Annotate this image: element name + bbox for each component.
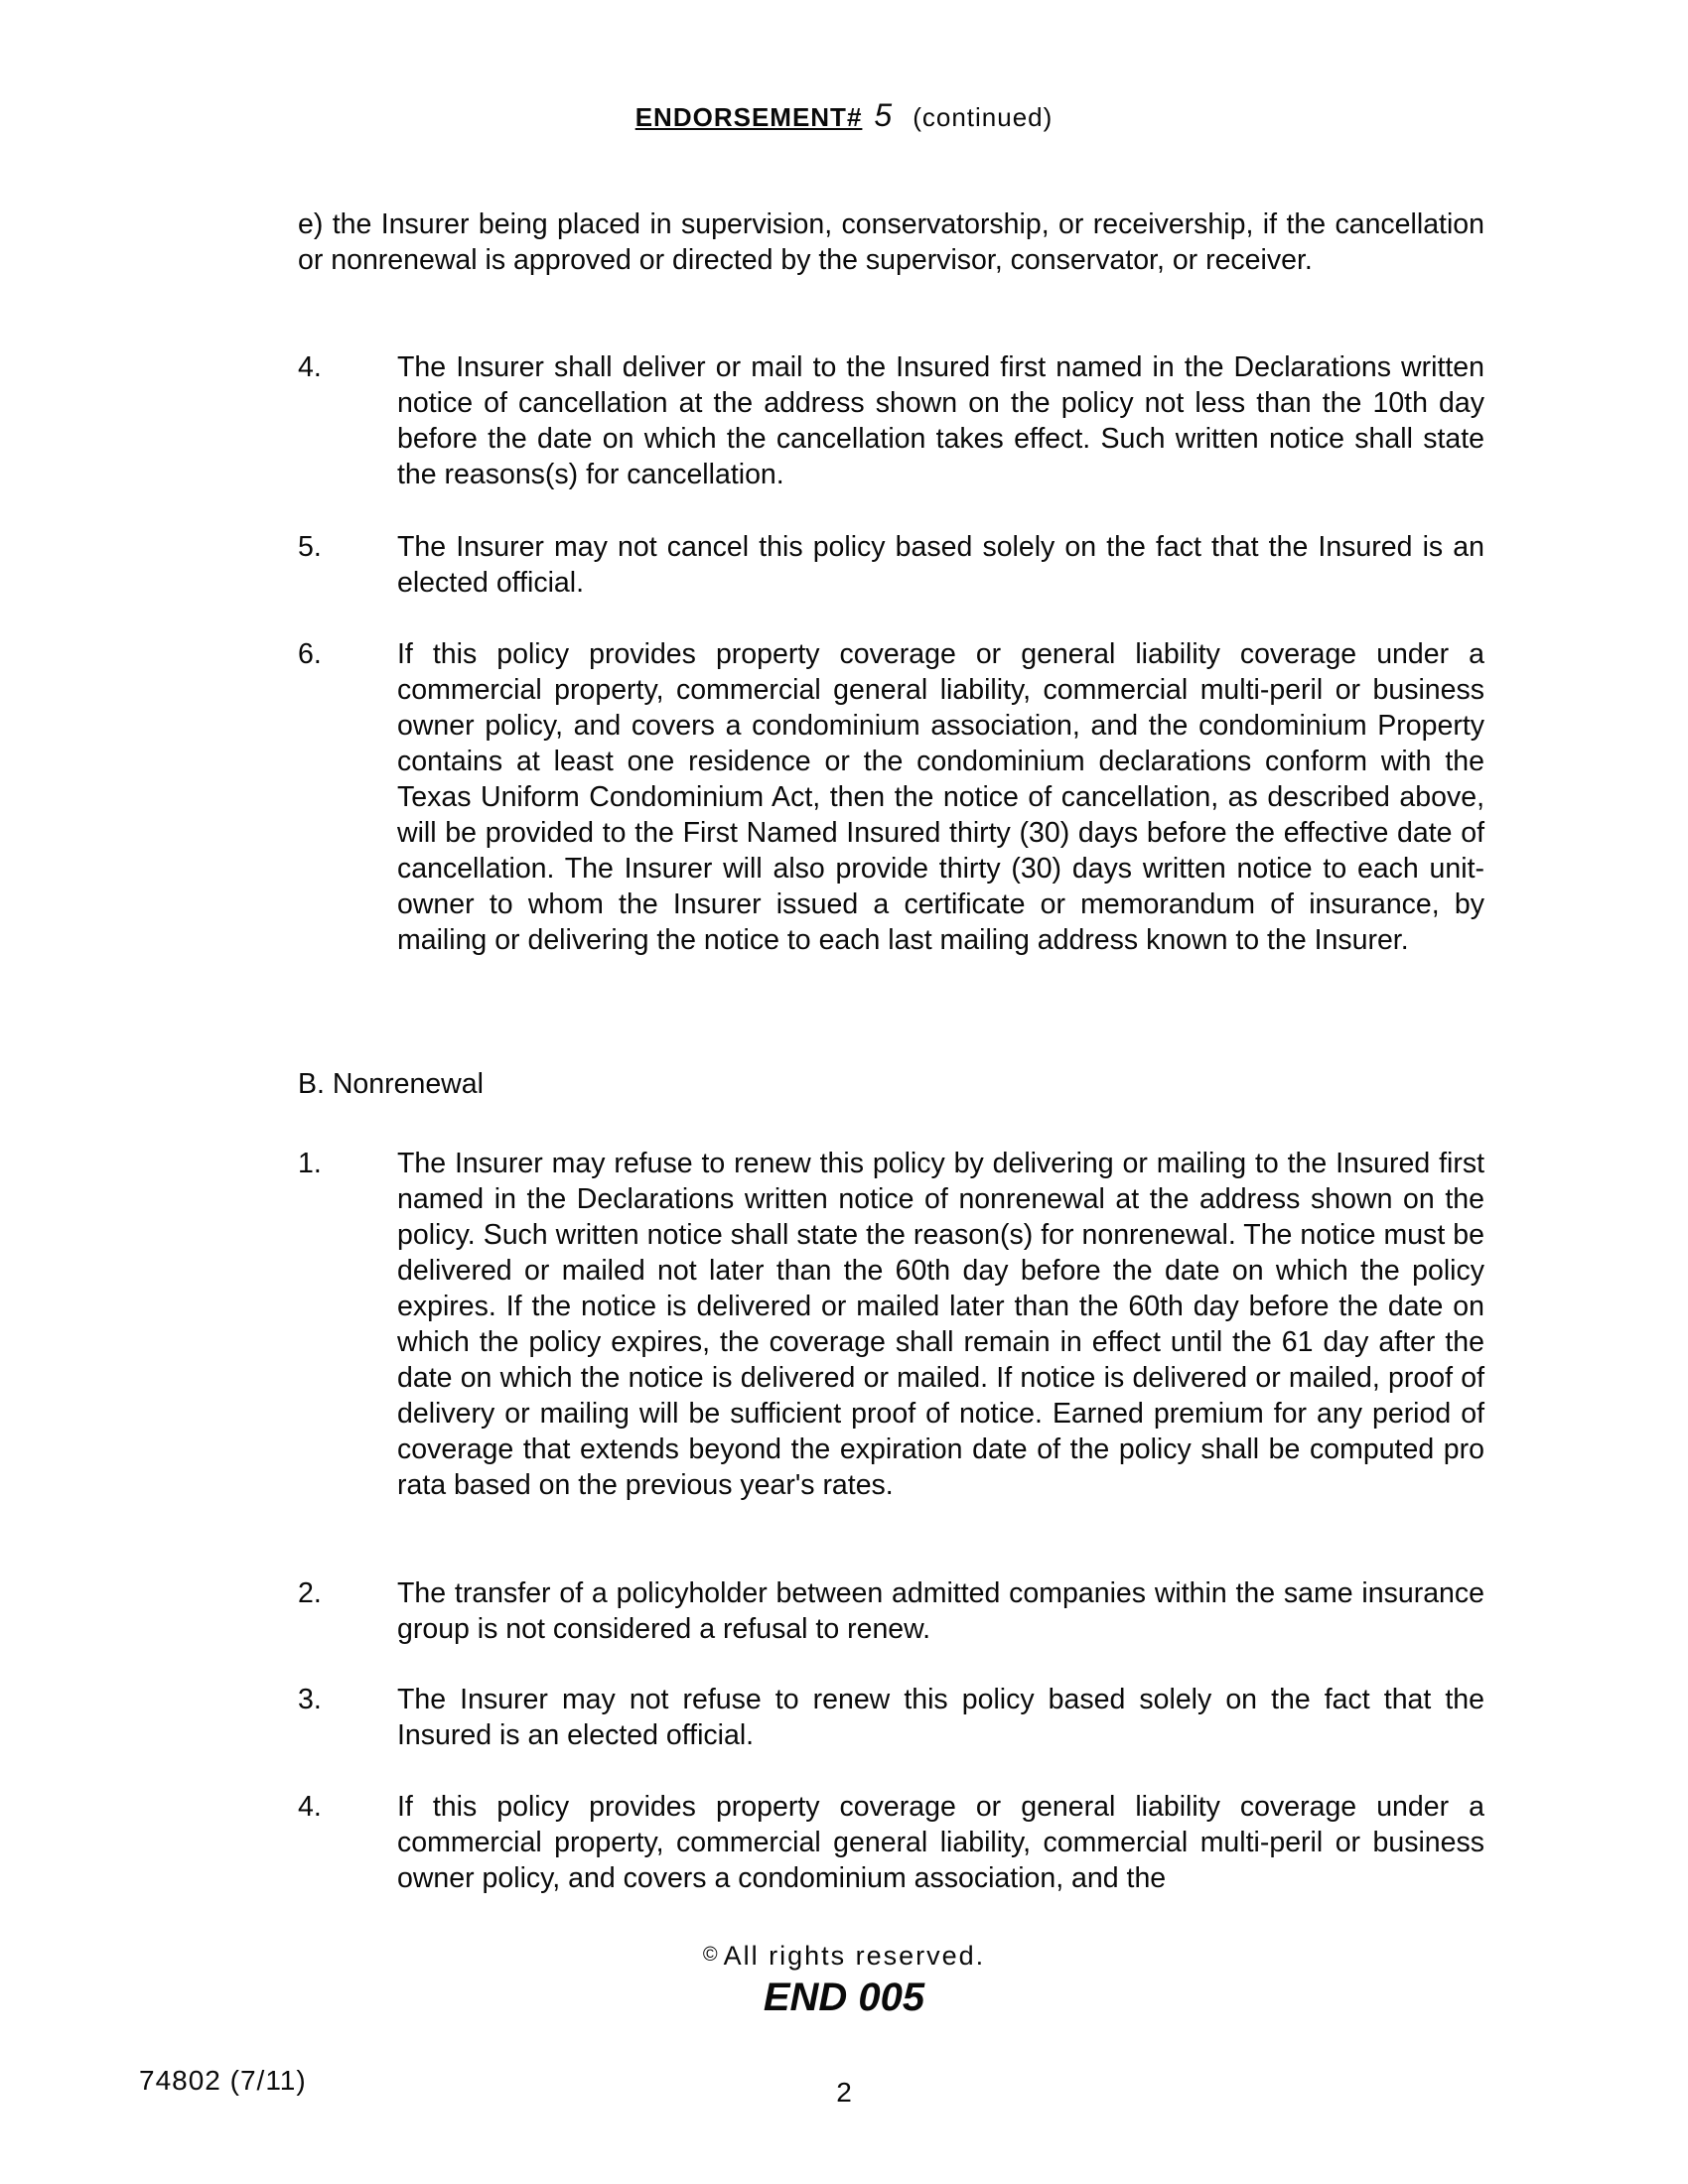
intro-paragraph: e) the Insurer being placed in supervision, conservatorship, or receivership, if the cancellation or nonrenewal is approved or directed by the supervisor, conservator, or receiver. <box>298 208 1484 276</box>
page-number: 2 <box>836 2077 852 2108</box>
section-b-title: B. Nonrenewal <box>298 1068 484 1100</box>
continued-label: (continued) <box>913 102 1054 132</box>
item-number: 3. <box>298 1684 322 1715</box>
item-text: The Insurer may not cancel this policy based solely on the fact that the Insured is an elected official. <box>397 531 1484 599</box>
item-number: 2. <box>298 1577 322 1609</box>
end-code: END 005 <box>763 1976 925 2019</box>
item-number: 6. <box>298 638 322 670</box>
item-number: 4. <box>298 351 322 383</box>
copyright-icon: © <box>702 1944 720 1966</box>
item-text: If this policy provides property coverage or general liability coverage under a commercial property, commercial general liability, commercial multi-peril or business owner policy, and covers a condominium association, and the condominium Property contains at least one residence or the condominium declarations conform with the Texas Uniform Condominium Act, then the notice of cancellation, as described above, will be provided to the First Named Insured thirty (30) days before the effective date of cancellation. The Insurer will also provide thirty (30) days written notice to each unit-owner to whom the Insurer issued a certificate or memorandum of insurance, by mailing or delivering the notice to each last mailing address known to the Insurer. <box>397 638 1484 956</box>
item-text: The Insurer may not refuse to renew this policy based solely on the fact that the Insured is an elected official. <box>397 1684 1484 1751</box>
item-text: If this policy provides property coverage or general liability coverage under a commercial property, commercial general liability, commercial multi-peril or business owner policy, and covers a condominium association, and the <box>397 1791 1484 1894</box>
endorsement-header <box>0 97 1688 134</box>
item-text: The Insurer may refuse to renew this policy by delivering or mailing to the Insured first named in the Declarations written notice of nonrenewal at the address shown on the policy. Such written notice shall state the reason(s) for nonrenewal. The notice must be delivered or mailed not later than the 60th day before the date on which the policy expires. If the notice is delivered or mailed later than the 60th day before the date on which the policy expires, the coverage shall remain in effect until the 61 day after the date on which the notice is delivered or mailed. If notice is delivered or mailed, proof of delivery or mailing will be sufficient proof of notice. Earned premium for any period of coverage that extends beyond the expiration date of the policy shall be computed pro rata based on the previous year's rates. <box>397 1148 1484 1501</box>
item-number: 1. <box>298 1148 322 1179</box>
form-number: 74802 (7/11) <box>139 2065 307 2096</box>
endorsement-number: 5 <box>874 97 894 133</box>
endorsement-label: ENDORSEMENT# <box>634 102 863 132</box>
item-number: 5. <box>298 531 322 563</box>
copyright-line <box>0 1941 1688 1972</box>
item-text: The Insurer shall deliver or mail to the Insured first named in the Declarations written notice of cancellation at the address shown on the policy not less than the 10th day before the date on which the cancellation takes effect. Such written notice shall state the reasons(s) for cancellation. <box>397 351 1484 490</box>
copyright-text: All rights reserved. <box>723 1941 986 1971</box>
item-text: The transfer of a policyholder between admitted companies within the same insurance group is not considered a refusal to renew. <box>397 1577 1484 1645</box>
item-number: 4. <box>298 1791 322 1823</box>
